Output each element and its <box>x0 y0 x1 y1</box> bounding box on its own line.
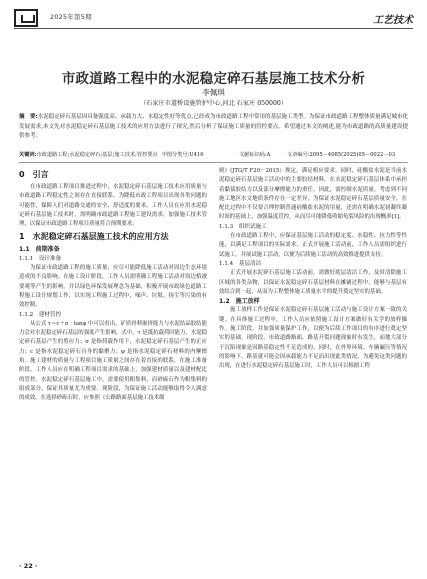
heading-1-1-4: 1.1.4 基层清洁 <box>219 260 262 267</box>
divider <box>19 162 408 163</box>
paragraph: 从公式 τ＝c＋σ · tanφ 中可以看出，矿质骨料嵌挤能力与水泥结晶胶结能力会对水泥稳定碎石基层的强度产生影响，式中，τ 是抵抗载荷时能力，水泥稳定碎石基层产生的剪应力；σ 是指荷载作用下，水泥稳定碎石基层产生的正应力；c 是指水泥稳定碎石自身的黏聚力；φ 是指水泥稳定碎石材料的内摩擦角。施工建材的质量与工程项目施工质量之间存在着直接的联系，在施工准备阶段，工作人员应在明确工程项目需求的基础上，加强建材质量以及建材配比的管控。水泥稳定碎石基层施工中，需要使用粗集料，而砂砾石作为粗集料的组成部分，保证其质量尤为重要。现阶段，为保证施工活动能够取得令人满意的成效，在选择砂砾石时，应参照《公路路面基层施工技术细 <box>19 320 207 402</box>
section-tag: 工艺技术 <box>369 11 413 26</box>
heading-1-2: 1.2 施工放样 <box>219 298 260 306</box>
article-title: 市政道路工程中的水泥稳定碎石基层施工技术分析 <box>61 71 366 87</box>
paragraph-continued: 则》(JTG/T F20－2015）规定，满足相应要求。同时，硅酸盐水泥是当前水泥稳定碎石基层施工活动中的主要胶结材料，在水泥稳定碎石基层体系中承担着黏债胶结力以及部分摩擦能力的重任。因此，需控制水泥质量。考虑到不同施工地区水文地质条件存在一定差异，为保证水泥稳定碎石基层质量安全，在配比过程中不仅要合理控制普通硅酸盐水泥的用量，还需在明确水泥初凝终凝时间的基础上，加强温度管控，从而尽可能降低收缩龟裂风险的出现概率[1]。 <box>219 168 407 221</box>
abstract <box>19 113 408 142</box>
journal-header <box>14 9 413 31</box>
page-number: · 22 · <box>19 562 38 570</box>
abstract-label: 摘 要: <box>19 114 38 120</box>
article-id: 文章编号:2095－4085(2025)05－0022－03 <box>287 152 396 158</box>
document-code: 文献标识码:A <box>239 152 271 158</box>
affiliation: （石家庄市道桥设施管护中心,河北 石家庄 050000） <box>139 100 288 107</box>
paragraph: 正式开展水泥碎石基层施工活动前，需做好底层清洁工作，及时清除施工区域的各类杂物，以保证水泥稳定碎石基层材料在摊铺过程中，能够与基层有效结合到一起，从而为工程整体施工质量水平的提升奠定坚实的基础。 <box>219 270 407 295</box>
heading-section-1: 1 水泥稳定碎石基层施工技术的应用方法 <box>19 232 169 242</box>
header-rule <box>14 28 413 29</box>
keywords-row <box>19 151 408 161</box>
left-column <box>19 167 207 404</box>
paragraph: 在市政道路工程项目推进过程中，水泥稳定碎石基层施工技术应用质量与市政道路工程稳定性之间存在直接联系。为降低市政工程项目出现各类问题的可能性，保障人们对道路交通的安全、舒适度的要求，工作人员在应用水泥稳定碎石基层施工技术时，需明确市政道路工程施工建设需求，加强施工技术管理，以保证市政道路工程项目质量符合预期要求。 <box>19 184 207 228</box>
heading-1-1-3: 1.1.3 组织试施工 <box>219 223 267 230</box>
heading-intro: 0 引言 <box>19 170 49 179</box>
right-column <box>219 167 407 372</box>
heading-1-1-2: 1.1.2 建材管控 <box>19 311 62 318</box>
paragraph: 施工放样工作是保证水泥稳定碎石基层施工活动与施工设计方案一致的关键。在具体施工过程中，工作人员应依照施工设计方案做好有关学的放样操作。施工阶段，并加强质量保护工作，以便为后续工作项目的有序进行奠定坚实的基础。现阶段，市政道路路面、路基开裂问题现象时有发生，而地大部分于沉陷现象是因路基稳定性不足造成的。同时，在外界环境、车辆碾压等情况的影响下，路基就可能会因承载能力不足而出现此类情况。为避免这类问题的出现，在进行水泥稳定碎石基层施工时，工作人员可以根据工程 <box>219 307 407 370</box>
author: 李佩琪 <box>202 88 225 97</box>
abstract-text: 水泥稳定碎石基层因具备强度高、承载力大、水稳定性好等优点,已经成为市政道路工程中常用的基层施工类型。为保证市政道路工程整体质量满足城市化发展需求,本文先对水泥稳定碎石基层施工技术的应用方法进行了探究,然后分析了保证施工质量的管控要点。希望通过本文的阐述,能为市政道路的高质量建设提供参考。 <box>19 114 408 140</box>
heading-1-1: 1.1 前期准备 <box>19 246 60 254</box>
paragraph: 为保证市政道路工程的施工质量，应尽可能降低施工活动对周边生态环境造成的不良影响。在施工设计阶段，工作人员需明确工程施工活动对周边植被要观等产生的影响，并以绿色环保发展理念为基础，积极开展市政绿色道路工程施工设计规划工作，以实现工程施工过程中，噪声、垃圾、扬尘等污染的有效控制。 <box>19 265 207 309</box>
clc-number: 中图分类号:U416 <box>161 152 204 158</box>
heading-1-1-1: 1.1.1 设计准备 <box>19 255 62 262</box>
paragraph: 在市政道路工程中，应保证基层施工活动的稳定度、水稳性、抗力性等性能，以满足工程项目的实际需求。正式开展施工活动前，工作人员需组织进行试施工，并展试施工活动，以便为后续施工活动的高效推进提供支持。 <box>219 233 407 258</box>
journal-logo-icon <box>14 9 38 27</box>
issue-label: 2025年第5期 <box>50 13 92 21</box>
keywords <box>19 151 204 158</box>
keywords-text: 市政道路工程;水泥稳定碎石;基层;施工技术;管控要点 <box>36 152 158 158</box>
keywords-label: 关键词: <box>19 152 37 158</box>
